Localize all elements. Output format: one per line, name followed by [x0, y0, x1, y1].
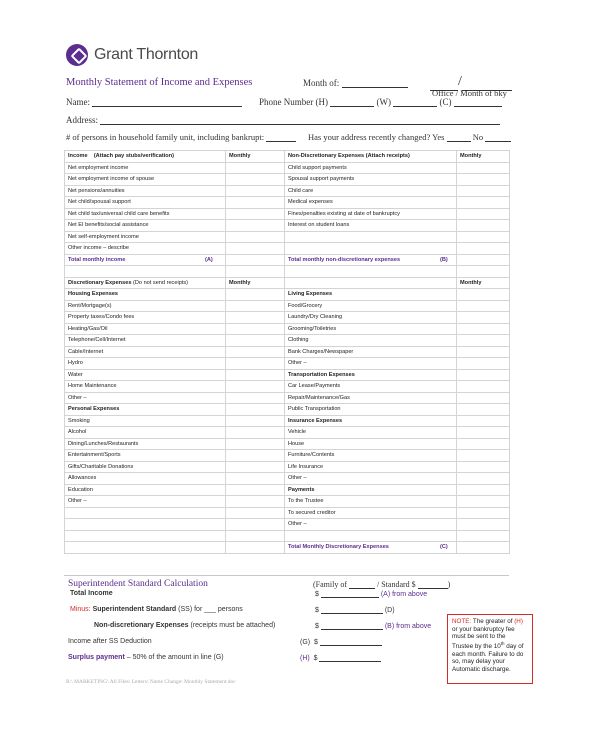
expense-label: Personal Expenses [65, 404, 226, 416]
expense-amount-cell[interactable] [226, 427, 285, 439]
expense-amount-cell[interactable] [457, 450, 510, 462]
expense-row [65, 507, 510, 519]
expense-amount-cell [457, 484, 510, 496]
expense-amount-cell [226, 519, 285, 531]
expense-label: Bank Charges/Newspaper [285, 346, 457, 358]
expense-amount-cell[interactable] [457, 461, 510, 473]
income-label: Net child/spousal support [65, 197, 226, 209]
expense-row [65, 484, 510, 496]
expense-row: Total Monthly Discretionary Expenses (C) [65, 542, 510, 554]
total-income-value[interactable]: $ (A) from above [315, 591, 428, 598]
expense-row [65, 323, 510, 335]
income-section [65, 151, 510, 278]
income-amount-cell[interactable] [226, 220, 285, 232]
expense-label: Gifts/Charitable Donations [65, 461, 226, 473]
statement-table [64, 150, 510, 554]
expense-amount-cell[interactable] [457, 346, 510, 358]
expense-label: Education [65, 484, 226, 496]
expense-row [65, 404, 510, 416]
expense-label: Vehicle [285, 427, 457, 439]
expense-amount-cell[interactable] [457, 507, 510, 519]
expense-amount-cell [457, 415, 510, 427]
nd-row: Non-discretionary Expenses (receipts must be attached) [94, 622, 276, 629]
expense-label: Grooming/Toiletries [285, 323, 457, 335]
expense-amount-cell[interactable] [457, 519, 510, 531]
expense-row [65, 461, 510, 473]
total-income-label: Total Income [70, 590, 113, 597]
expense-label: To secured creditor [285, 507, 457, 519]
nd-label: Spousal support payments [285, 174, 457, 186]
expense-row [65, 335, 510, 347]
expense-label: Other – [285, 358, 457, 370]
expense-label: Other – [285, 473, 457, 485]
expense-label: Cable/Internet [65, 346, 226, 358]
expense-label: Water [65, 369, 226, 381]
month-of-blank[interactable] [342, 78, 408, 88]
ss-value[interactable]: $ (D) [315, 607, 395, 614]
expense-row [65, 450, 510, 462]
expense-amount-cell[interactable] [226, 496, 285, 508]
expense-amount-cell[interactable] [226, 358, 285, 370]
expense-label: Furniture/Contents [285, 450, 457, 462]
expense-label: Property taxes/Condo fees [65, 312, 226, 324]
income-amount-cell[interactable] [226, 185, 285, 197]
expense-label [65, 530, 226, 542]
nd-label: Medical expenses [285, 197, 457, 209]
nd-amount-cell[interactable] [457, 220, 510, 232]
income-amount-cell[interactable] [226, 208, 285, 220]
nd-amount-cell[interactable] [457, 231, 510, 243]
income-row [65, 162, 510, 174]
expense-label: Alcohol [65, 427, 226, 439]
expense-amount-cell[interactable] [457, 427, 510, 439]
expense-amount-cell [226, 507, 285, 519]
expense-amount-cell[interactable] [226, 461, 285, 473]
expense-label [65, 542, 226, 554]
expense-label [65, 507, 226, 519]
nd-label: Interest on student loans [285, 220, 457, 232]
expense-row [65, 438, 510, 450]
expense-label: Other – [65, 392, 226, 404]
income-row [65, 197, 510, 209]
expense-amount-cell[interactable] [457, 323, 510, 335]
expense-amount-cell[interactable] [226, 438, 285, 450]
expense-amount-cell[interactable] [226, 323, 285, 335]
expense-amount-cell[interactable] [226, 473, 285, 485]
expense-label: Car Lease/Payments [285, 381, 457, 393]
after-ss-value[interactable]: (G) $ [300, 638, 382, 646]
calc-title: Superintendent Standard Calculation [68, 579, 208, 589]
expense-label: Life Insurance [285, 461, 457, 473]
expense-row [65, 496, 510, 508]
expense-row [65, 289, 510, 301]
expense-amount-cell[interactable] [226, 335, 285, 347]
surplus-row: Surplus payment – 50% of the amount in line (G) [68, 654, 224, 661]
expense-label: Housing Expenses [65, 289, 226, 301]
month-of-field[interactable]: Month of: [303, 78, 408, 88]
expense-amount-cell[interactable] [457, 404, 510, 416]
expense-label: Smoking [65, 415, 226, 427]
expense-amount-cell[interactable] [226, 381, 285, 393]
expense-amount-cell [457, 369, 510, 381]
expense-label: House [285, 438, 457, 450]
expense-amount-cell [457, 289, 510, 301]
nd-amount-cell[interactable] [457, 174, 510, 186]
nd-label: Fines/penalties existing at date of bankruptcy [285, 208, 457, 220]
income-amount-cell[interactable] [226, 174, 285, 186]
expense-label [65, 519, 226, 531]
total-nd-cell[interactable] [457, 254, 510, 266]
expense-amount-cell [226, 289, 285, 301]
expense-amount-cell[interactable] [226, 369, 285, 381]
expense-amount-cell[interactable] [457, 438, 510, 450]
nd-amount-cell[interactable] [457, 162, 510, 174]
discretionary-section [65, 277, 510, 553]
expense-label: Home Maintenance [65, 381, 226, 393]
family-standard-field[interactable]: (Family of / Standard $ ) [313, 580, 451, 589]
total-income-cell[interactable] [226, 254, 285, 266]
after-ss-label: Income after SS Deduction [68, 638, 152, 645]
expense-row [65, 415, 510, 427]
expense-label: Food/Grocery [285, 300, 457, 312]
expense-label [285, 530, 457, 542]
expense-label: Laundry/Dry Cleaning [285, 312, 457, 324]
expense-label: Dining/Lunches/Restaurants [65, 438, 226, 450]
expense-amount-cell[interactable] [457, 335, 510, 347]
form-title: Monthly Statement of Income and Expenses [66, 77, 253, 88]
income-amount-cell[interactable] [226, 197, 285, 209]
expense-amount-cell[interactable] [226, 346, 285, 358]
nd-label [285, 231, 457, 243]
income-label: Net employment income [65, 162, 226, 174]
expense-amount-cell[interactable] [226, 484, 285, 496]
expense-amount-cell [457, 530, 510, 542]
expense-label: Rent/Mortgage(s) [65, 300, 226, 312]
expense-label: Transportation Expenses [285, 369, 457, 381]
expense-amount-cell[interactable] [457, 381, 510, 393]
expense-amount-cell[interactable] [457, 312, 510, 324]
expense-row [65, 519, 510, 531]
income-amount-cell[interactable] [226, 162, 285, 174]
income-row [65, 220, 510, 232]
expense-row [65, 427, 510, 439]
expense-label: Insurance Expenses [285, 415, 457, 427]
expense-label: Entertainment/Sports [65, 450, 226, 462]
nd-amount-cell[interactable] [457, 208, 510, 220]
income-row [65, 208, 510, 220]
expense-row [65, 358, 510, 370]
expense-label: Allowances [65, 473, 226, 485]
income-amount-cell[interactable] [226, 231, 285, 243]
totals-row: Total monthly income (A) Total monthly non-discretionary expenses (B) [65, 254, 510, 266]
expense-label: Clothing [285, 335, 457, 347]
discretionary-header-row: Discretionary Expenses (Do not send receipts) Monthly Monthly [65, 277, 510, 289]
nd-value[interactable]: $ (B) from above [315, 623, 432, 630]
expense-label: Payments [285, 484, 457, 496]
expense-amount-cell [226, 530, 285, 542]
expense-row [65, 381, 510, 393]
expense-amount-cell[interactable] [457, 473, 510, 485]
income-row [65, 185, 510, 197]
expense-amount-cell[interactable] [226, 392, 285, 404]
address-blank[interactable] [100, 115, 500, 125]
blank-row [65, 266, 510, 278]
income-label: Net employment income of spouse [65, 174, 226, 186]
expense-label: Living Expenses [285, 289, 457, 301]
surplus-value[interactable]: (H) $ [300, 654, 381, 662]
income-label: Net pensions/annuities [65, 185, 226, 197]
expense-amount-cell[interactable] [457, 496, 510, 508]
name-blank[interactable] [92, 97, 242, 107]
income-label: Net EI benefits/social assistance [65, 220, 226, 232]
expense-label: Public Transportation [285, 404, 457, 416]
persons-field[interactable]: # of persons in household family unit, including bankrupt: [66, 132, 296, 142]
ss-row: Minus: Superintendent Standard (SS) for ___ persons [70, 606, 243, 613]
expense-label: Telephone/Cell/Internet [65, 335, 226, 347]
name-field[interactable]: Name: [66, 97, 242, 107]
nd-amount-cell[interactable] [457, 197, 510, 209]
nd-label: Child support payments [285, 162, 457, 174]
expense-row [65, 392, 510, 404]
income-label: Net self-employment income [65, 231, 226, 243]
logo-icon [66, 44, 88, 66]
address-changed-field[interactable]: Has your address recently changed? Yes No [308, 132, 511, 142]
expense-amount-cell [226, 542, 285, 554]
expense-amount-cell[interactable] [457, 300, 510, 312]
expense-row [65, 346, 510, 358]
income-row [65, 174, 510, 186]
slash: / [458, 74, 462, 89]
address-field[interactable]: Address: [66, 115, 500, 125]
nd-amount-cell[interactable] [457, 243, 510, 255]
income-amount-cell[interactable] [226, 243, 285, 255]
expense-row [65, 300, 510, 312]
expense-row [65, 312, 510, 324]
logo-text: Grant Thornton [94, 46, 199, 63]
expense-label: Repair/Maintenance/Gas [285, 392, 457, 404]
office-month-label: Office / Month of bky [432, 88, 507, 98]
expense-amount-cell[interactable] [457, 392, 510, 404]
section-divider [64, 575, 509, 576]
expense-row [65, 473, 510, 485]
income-row [65, 231, 510, 243]
expense-amount-cell[interactable] [457, 542, 510, 554]
expense-row [65, 369, 510, 381]
expense-amount-cell[interactable] [457, 358, 510, 370]
expense-label: Other – [285, 519, 457, 531]
footer-path: R:\ MARKETING\ All Files\ Letters\ Name Change\ Monthly Statement.doc [66, 679, 236, 685]
expense-amount-cell[interactable] [226, 415, 285, 427]
phone-field[interactable]: Phone Number (H) (W) (C) [259, 97, 502, 107]
company-logo [66, 44, 198, 66]
expense-row [65, 530, 510, 542]
nd-amount-cell[interactable] [457, 185, 510, 197]
expense-amount-cell[interactable] [226, 450, 285, 462]
income-header-row: Income (Attach pay stubs/verification) Monthly Non-Discretionary Expenses (Attach receipts) Monthly [65, 151, 510, 163]
expense-amount-cell[interactable] [226, 300, 285, 312]
expense-label: Heating/Gas/Oil [65, 323, 226, 335]
expense-label: To the Trustee [285, 496, 457, 508]
income-label: Other income – describe [65, 243, 226, 255]
nd-label [285, 243, 457, 255]
expense-amount-cell [226, 404, 285, 416]
expense-label: Other – [65, 496, 226, 508]
income-label: Net child tax/universal child care benefits [65, 208, 226, 220]
expense-label: Hydro [65, 358, 226, 370]
expense-amount-cell[interactable] [226, 312, 285, 324]
note-box: NOTE: The greater of (H) or your bankruptcy fee must be sent to the Trustee by the 10th day of each month. Failure to do so, may delay your Automatic discharge. [447, 614, 533, 684]
nd-label: Child care [285, 185, 457, 197]
income-row [65, 243, 510, 255]
